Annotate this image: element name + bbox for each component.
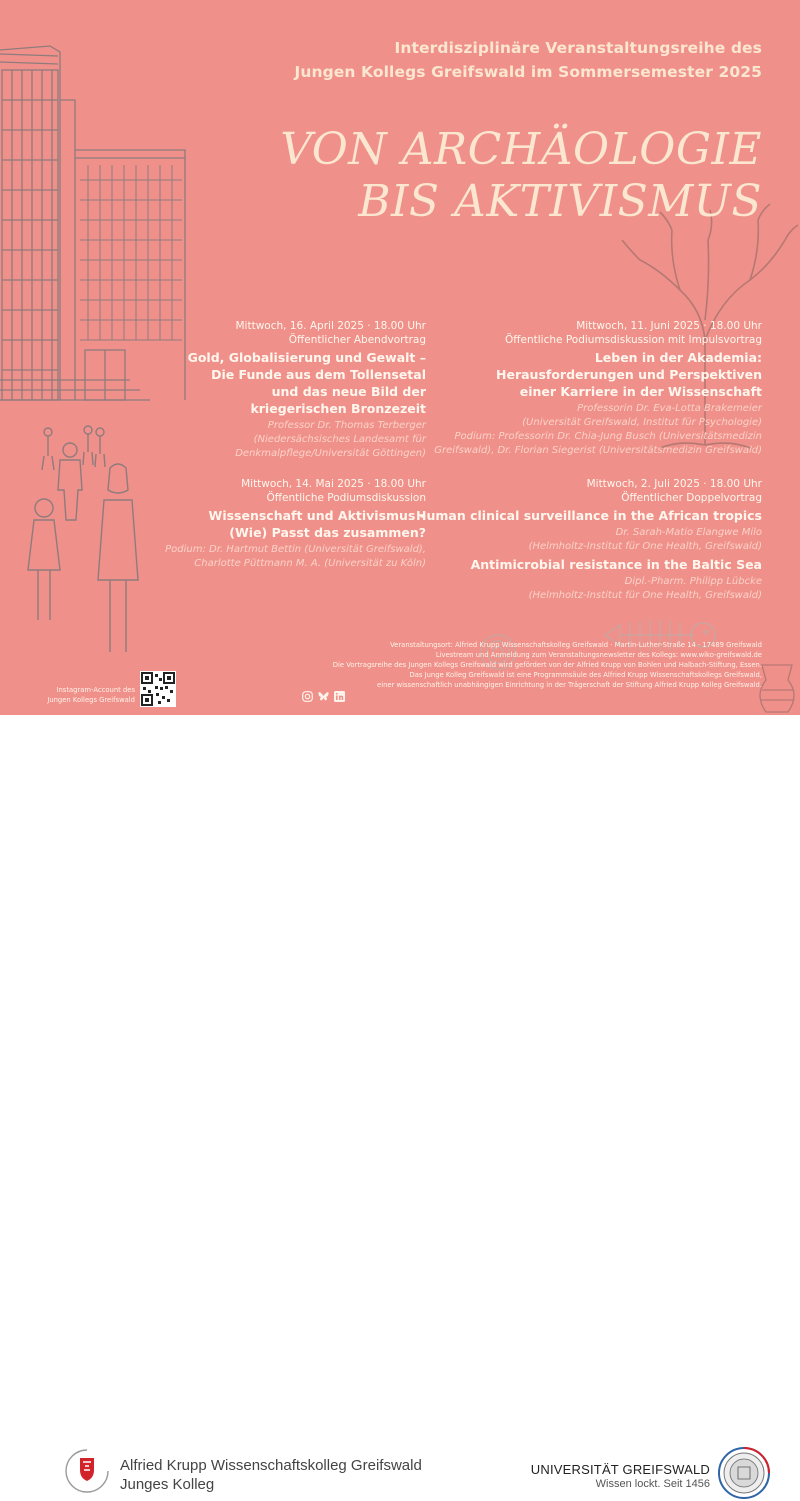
page-title — [280, 124, 762, 228]
speaker-line: Professorin Dr. Eva-Lotta Brakemeier — [577, 403, 762, 414]
event-date: Mittwoch, 16. April 2025 · 18.00 Uhr — [235, 320, 426, 332]
speaker-line: Charlotte Püttmann M. A. (Universität zu Köln) — [194, 558, 426, 569]
event-title — [116, 507, 426, 541]
event-title-line: kriegerischen Bronzezeit — [250, 401, 426, 416]
kolleg-name: Alfried Krupp Wissenschaftskolleg Greifswald — [120, 1457, 422, 1474]
bluesky-icon[interactable] — [318, 691, 329, 702]
title-line-2: BIS AKTIVISMUS — [358, 176, 762, 227]
speaker-line: Podium: Professorin Dr. Chia-Jung Busch (Universitätsmedizin — [454, 431, 762, 442]
event-1 — [116, 319, 426, 461]
event-speaker — [402, 402, 762, 458]
speaker-line: (Helmholtz-Institut für One Health, Greifswald) — [528, 590, 762, 601]
event-speaker-2 — [402, 575, 762, 603]
event-speaker — [116, 543, 426, 571]
event-date: Mittwoch, 11. Juni 2025 · 18.00 Uhr — [576, 320, 762, 332]
instagram-label — [30, 685, 135, 705]
linkedin-icon[interactable] — [334, 691, 345, 702]
event-type: Öffentlicher Abendvortrag — [288, 334, 426, 346]
kolleg-subname: Junges Kolleg — [120, 1476, 215, 1493]
event-title — [402, 349, 762, 400]
speaker-line: Greifswald), Dr. Florian Siegerist (Universitätsmedizin Greifswald) — [434, 445, 762, 456]
speaker-line: Dr. Sarah-Matio Elangwe Milo — [615, 527, 762, 538]
instagram-label-line: Jungen Kollegs Greifswald — [47, 696, 135, 704]
event-type: Öffentliche Podiumsdiskussion — [266, 492, 426, 504]
event-speaker — [402, 526, 762, 554]
university-seal-icon — [716, 1445, 772, 1501]
event-title-line: Gold, Globalisierung und Gewalt – — [187, 350, 426, 365]
university-slogan: Wissen lockt. Seit 1456 — [595, 1478, 710, 1490]
venue-line: Das Junge Kolleg Greifswald ist eine Programmsäule des Alfried Krupp Wissenschaftskollegs Greifswald, — [409, 671, 762, 679]
series-line-2: Jungen Kollegs Greifswald im Sommersemester 2025 — [294, 63, 762, 81]
event-title-line: Herausforderungen und Perspektiven — [496, 367, 762, 382]
qr-code[interactable] — [140, 671, 176, 707]
event-speaker — [116, 419, 426, 461]
event-type: Öffentlicher Doppelvortrag — [621, 492, 762, 504]
speaker-line: Dipl.-Pharm. Philipp Lübcke — [624, 576, 762, 587]
event-title-line: Die Funde aus dem Tollensetal — [211, 367, 426, 382]
event-title — [116, 349, 426, 417]
venue-line: Veranstaltungsort: Alfried Krupp Wissenschaftskolleg Greifswald · Martin-Luther-Straße 14 · 17489 Greifswald — [390, 641, 762, 649]
event-date: Mittwoch, 2. Juli 2025 · 18.00 Uhr — [586, 478, 762, 490]
speaker-line: Denkmalpflege/Universität Göttingen) — [235, 448, 426, 459]
venue-line: einer wissenschaftlich unabhängigen Einrichtung in der Trägerschaft der Stiftung Alfried Krupp Kolleg Greifswald. — [377, 681, 762, 689]
series-subtitle — [294, 36, 762, 84]
venue-line: Die Vortragsreihe des Jungen Kollegs Greifswald wird gefördert von der Alfried Krupp von Bohlen und Halbach-Stiftung, Essen. — [332, 661, 762, 669]
event-type: Öffentliche Podiumsdiskussion mit Impulsvortrag — [505, 334, 762, 346]
series-line-1: Interdisziplinäre Veranstaltungsreihe des — [394, 39, 762, 57]
event-4 — [402, 477, 762, 603]
footer — [0, 715, 800, 1493]
university-name: UNIVERSITÄT GREIFSWALD — [530, 1462, 710, 1477]
event-title-2: Antimicrobial resistance in the Baltic Sea — [470, 557, 762, 572]
event-2 — [402, 319, 762, 458]
event-title-line: (Wie) Passt das zusammen? — [229, 525, 426, 540]
event-title-line: Wissenschaft und Aktivismus – — [208, 508, 426, 523]
speaker-line: Podium: Dr. Hartmut Bettin (Universität Greifswald), — [165, 544, 426, 555]
event-title: Human clinical surveillance in the African tropics — [416, 508, 762, 523]
speaker-line: (Helmholtz-Institut für One Health, Greifswald) — [528, 541, 762, 552]
event-date: Mittwoch, 14. Mai 2025 · 18.00 Uhr — [241, 478, 426, 490]
poster-area — [0, 0, 800, 715]
speaker-line: (Niedersächsisches Landesamt für — [253, 434, 426, 445]
kolleg-logo — [62, 1446, 112, 1496]
event-title-line: einer Karriere in der Wissenschaft — [519, 384, 762, 399]
venue-line: Livestream und Anmeldung zum Veranstaltungsnewsletter des Kollegs: www.wiko-greifswald.de — [435, 651, 762, 659]
instagram-label-line: Instagram-Account des — [56, 686, 135, 694]
title-line-1: VON ARCHÄOLOGIE — [280, 124, 762, 175]
event-title-line: Leben in der Akademia: — [594, 350, 762, 365]
event-3 — [116, 477, 426, 571]
instagram-icon[interactable] — [302, 691, 313, 702]
venue-info — [202, 640, 762, 690]
speaker-line: Professor Dr. Thomas Terberger — [267, 420, 426, 431]
speaker-line: (Universität Greifswald, Institut für Psychologie) — [522, 417, 762, 428]
social-icons — [302, 691, 345, 702]
event-title-line: und das neue Bild der — [271, 384, 426, 399]
